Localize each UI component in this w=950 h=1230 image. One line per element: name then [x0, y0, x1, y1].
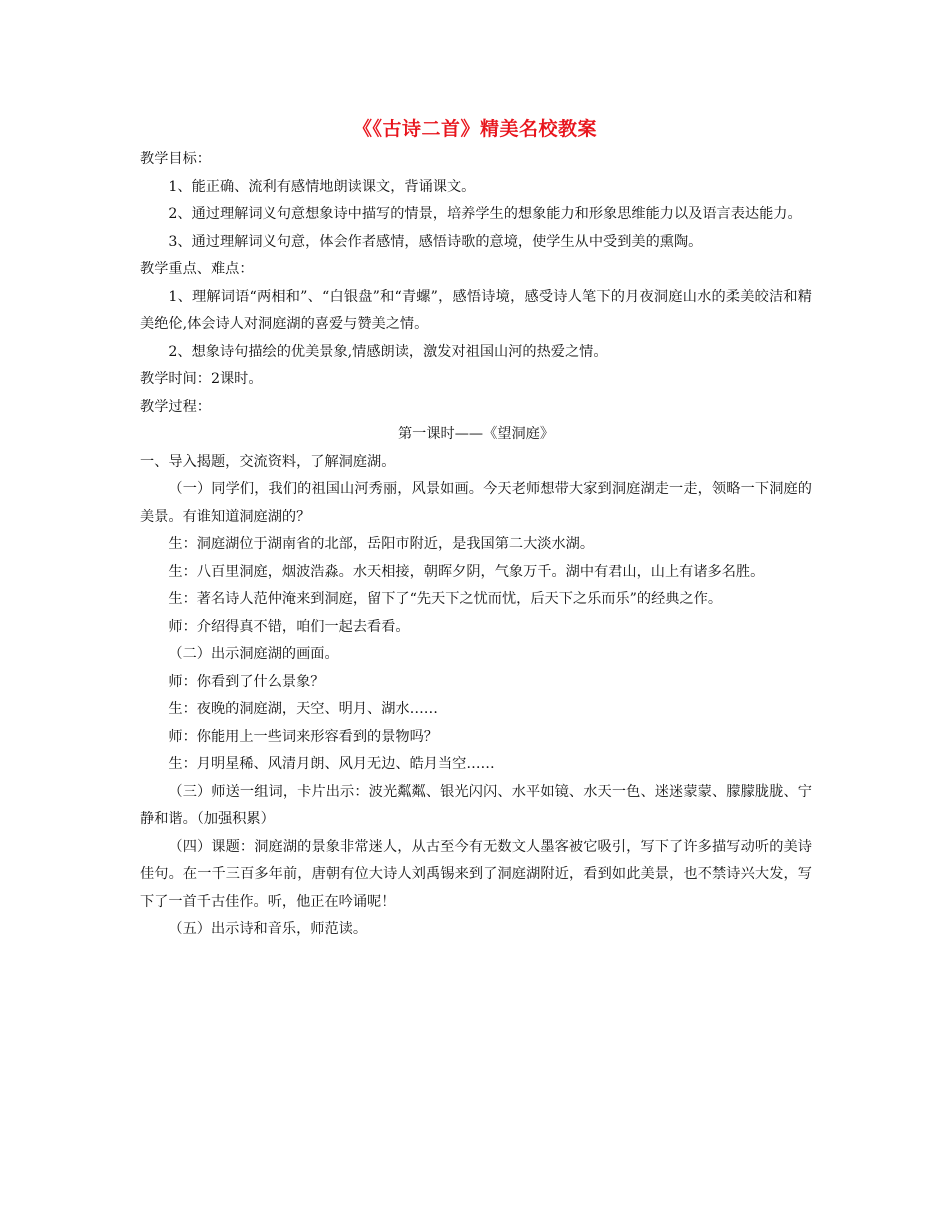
paragraph: （二）出示洞庭湖的画面。	[168, 646, 339, 662]
paragraph: 2、通过理解词义句意想象诗中描写的情景，培养学生的想象能力和形象思维能力以及语言表达能力。	[168, 206, 802, 222]
paragraph: 1、理解词语“两相和”、“白银盘”和“青螺”，感悟诗境，感受诗人笔下的月夜洞庭山水的柔美皎洁和精美绝伦,体会诗人对洞庭湖的喜爱与赞美之情。	[140, 288, 812, 332]
paragraph: 生：著名诗人范仲淹来到洞庭，留下了“先天下之忧而忧，后天下之乐而乐”的经典之作。	[168, 591, 723, 607]
paragraph: 教学重点、难点：	[140, 261, 254, 277]
section-heading: 第一课时——《望洞庭》	[397, 426, 555, 442]
paragraph: 一、导入揭题，交流资料，了解洞庭湖。	[140, 453, 396, 470]
paragraph: 师：你看到了什么景象？	[168, 673, 325, 690]
paragraph: （五）出示诗和音乐，师范读。	[168, 921, 368, 937]
paragraph: 生：月明星稀、风清月朗、风月无边、皓月当空……	[168, 756, 495, 772]
paragraph: （三）师送一组词，卡片出示：波光粼粼、银光闪闪、水平如镜、水天一色、迷迷蒙蒙、朦朦胧胧、宁静和谐。（加强积累）	[140, 783, 812, 827]
paragraph: 2、想象诗句描绘的优美景象,情感朗读，激发对祖国山河的热爱之情。	[168, 343, 608, 360]
paragraph: 生：洞庭湖位于湖南省的北部，岳阳市附近，是我国第二大淡水湖。	[168, 536, 595, 552]
paragraph: 3、通过理解词义句意，体会作者感情，感悟诗歌的意境，使学生从中受到美的熏陶。	[168, 233, 703, 250]
paragraph: 教学目标：	[140, 151, 211, 167]
paragraph: 师：介绍得真不错，咱们一起去看看。	[168, 618, 410, 635]
paragraph: 生：八百里洞庭，烟波浩淼。水天相接，朝晖夕阴，气象万千。湖中有君山，山上有诸多名胜。	[168, 563, 765, 580]
paragraph: 教学过程：	[140, 398, 211, 415]
paragraph: 师：你能用上一些词来形容看到的景物吗？	[168, 728, 438, 745]
document-body	[140, 146, 812, 944]
paragraph: 教学时间：2课时。	[140, 371, 263, 387]
paragraph: 1、能正确、流利有感情地朗读课文，背诵课文。	[168, 178, 476, 195]
paragraph: （四）课题：洞庭湖的景象非常迷人，从古至今有无数文人墨客被它吸引，写下了许多描写动听的美诗佳句。在一千三百多年前，唐朝有位大诗人刘禹锡来到了洞庭湖附近，看到如此美景，也不禁诗兴大发，写下了一首千古佳作。听，他正在吟诵呢！	[140, 838, 812, 910]
paragraph: 生：夜晚的洞庭湖，天空、明月、湖水……	[168, 701, 438, 717]
paragraph: （一）同学们，我们的祖国山河秀丽，风景如画。今天老师想带大家到洞庭湖走一走，领略一下洞庭的美景。有谁知道洞庭湖的？	[140, 481, 812, 525]
document-title: 《《古诗二首》精美名校教案	[352, 118, 597, 140]
